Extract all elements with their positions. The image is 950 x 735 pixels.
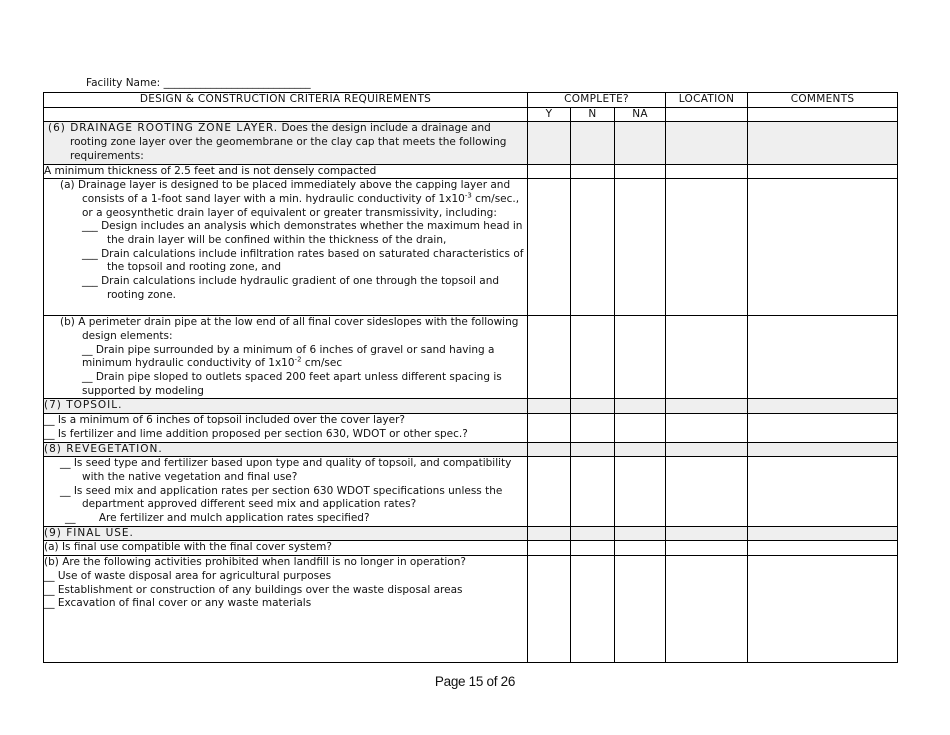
na-cell[interactable] bbox=[615, 164, 666, 179]
location-cell[interactable] bbox=[666, 316, 748, 399]
section-8-questions-row bbox=[44, 457, 898, 527]
section-6-row bbox=[44, 122, 898, 164]
section-6b-text: (b) A perimeter drain pipe at the low end of all final cover sideslopes with the following design elements: __ Drain pipe surrounded by a minimum of 6 inches of gravel or sand having a minimum hydraulic conductivity of $1x10^{-2}$ cm/sec __ Drain pipe sloped to outlets spaced 200 feet apart unless different spacing is supported by modeling bbox=[44, 316, 528, 399]
location-cell[interactable] bbox=[666, 556, 748, 663]
page-number: Page 15 of 26 bbox=[434, 674, 516, 689]
location-cell[interactable] bbox=[666, 442, 748, 457]
n-cell[interactable] bbox=[571, 316, 615, 399]
section-7-row bbox=[44, 399, 898, 414]
section-9-row bbox=[44, 526, 898, 541]
comments-cell[interactable] bbox=[748, 457, 898, 527]
y-cell[interactable] bbox=[528, 556, 571, 663]
location-cell[interactable] bbox=[666, 541, 748, 556]
n-cell[interactable] bbox=[571, 541, 615, 556]
section-6-heading: (6) DRAINAGE ROOTING ZONE LAYER. Does the design include a drainage and rooting zone layer over the geomembrane or the clay cap that meets the following requirements: bbox=[44, 122, 528, 164]
comments-cell[interactable] bbox=[748, 399, 898, 414]
complete-header: COMPLETE? bbox=[528, 93, 666, 108]
n-cell[interactable] bbox=[571, 122, 615, 164]
topsoil-question-2: __ Is fertilizer and lime addition proposed per section 630, WDOT or other spec.? bbox=[44, 427, 468, 440]
min-thickness-text: A minimum thickness of 2.5 feet and is not densely compacted bbox=[44, 164, 528, 179]
n-cell[interactable] bbox=[571, 457, 615, 527]
na-cell[interactable] bbox=[615, 442, 666, 457]
na-cell[interactable] bbox=[615, 179, 666, 316]
y-cell[interactable] bbox=[528, 526, 571, 541]
comments-cell[interactable] bbox=[748, 556, 898, 663]
y-cell[interactable] bbox=[528, 541, 571, 556]
section-9-heading: (9) FINAL USE. bbox=[44, 526, 528, 541]
comments-cell[interactable] bbox=[748, 122, 898, 164]
final-use-item-3: __ Excavation of final cover or any waste materials bbox=[44, 597, 312, 610]
comments-cell[interactable] bbox=[748, 179, 898, 316]
section-8-row bbox=[44, 442, 898, 457]
header-row bbox=[44, 93, 898, 108]
section-6b-row bbox=[44, 316, 898, 399]
comments-cell[interactable] bbox=[748, 526, 898, 541]
na-cell[interactable] bbox=[615, 414, 666, 442]
section-6a-item-3: ___ Drain calculations include hydraulic gradient of one through the topsoil and rooting zone. bbox=[82, 275, 500, 301]
revegetation-question-1: __ Is seed type and fertilizer based upon type and quality of topsoil, and compatibility with the native vegetation and final use? bbox=[60, 457, 512, 483]
location-header: LOCATION bbox=[666, 93, 748, 108]
y-cell[interactable] bbox=[528, 457, 571, 527]
section-6a-text: (a) Drainage layer is designed to be placed immediately above the capping layer and consists of a 1-foot sand layer with a min. hydraulic conductivity of $1x10^{-3}$ cm/sec., or a geosynthetic drain layer of equivalent or greater transmissivity, including: ___ Design includes an analysis which demonstrates whether the maximum head in the drain layer will be confined within the thickness of the drain, ___ Drain calculations include infiltration rates based on saturated characteristics of the topsoil and rooting zone, and ___ Drain calculations include hydraulic gradient of one through the topsoil and rooting zone. bbox=[44, 179, 528, 316]
section-6b-item-1: __ Drain pipe surrounded by a minimum of 6 inches of gravel or sand having a minimum hydraulic conductivity of $1x10^{-2}$ cm/sec bbox=[82, 343, 495, 370]
y-cell[interactable] bbox=[528, 316, 571, 399]
final-use-item-2: __ Establishment or construction of any buildings over the waste disposal areas bbox=[44, 583, 463, 596]
section-6a-item-1: ___ Design includes an analysis which demonstrates whether the maximum head in the drain layer will be confined within the thickness of the drain, bbox=[82, 220, 523, 247]
comments-cell[interactable] bbox=[748, 541, 898, 556]
revegetation-question-3: __ Are fertilizer and mulch application rates specified? bbox=[65, 512, 370, 525]
location-cell[interactable] bbox=[666, 526, 748, 541]
n-cell[interactable] bbox=[571, 164, 615, 179]
section-7-heading: (7) TOPSOIL. bbox=[44, 399, 528, 414]
facility-name-blank[interactable]: ____________________________ bbox=[163, 77, 311, 89]
location-cell[interactable] bbox=[666, 122, 748, 164]
n-cell[interactable] bbox=[571, 179, 615, 316]
min-thickness-row bbox=[44, 164, 898, 179]
na-cell[interactable] bbox=[615, 526, 666, 541]
location-cell[interactable] bbox=[666, 457, 748, 527]
na-cell[interactable] bbox=[615, 457, 666, 527]
section-9a-text: (a) Is final use compatible with the final cover system? bbox=[44, 541, 528, 556]
section-7-questions-row bbox=[44, 414, 898, 442]
na-column-header: NA bbox=[615, 107, 666, 122]
yes-column-header: Y bbox=[528, 107, 571, 122]
location-cell[interactable] bbox=[666, 399, 748, 414]
criteria-checklist-table bbox=[43, 92, 898, 663]
y-cell[interactable] bbox=[528, 122, 571, 164]
n-cell[interactable] bbox=[571, 556, 615, 663]
final-use-item-1: __ Use of waste disposal area for agricultural purposes bbox=[44, 569, 332, 582]
topsoil-question-1: __ Is a minimum of 6 inches of topsoil included over the cover layer? bbox=[44, 414, 405, 427]
n-cell[interactable] bbox=[571, 414, 615, 442]
location-cell[interactable] bbox=[666, 414, 748, 442]
location-cell[interactable] bbox=[666, 179, 748, 316]
y-cell[interactable] bbox=[528, 399, 571, 414]
section-6b-item-2: __ Drain pipe sloped to outlets spaced 200 feet apart unless different spacing is supported by modeling bbox=[82, 371, 502, 397]
comments-header: COMMENTS bbox=[748, 93, 898, 108]
y-cell[interactable] bbox=[528, 414, 571, 442]
na-cell[interactable] bbox=[615, 556, 666, 663]
no-column-header: N bbox=[571, 107, 615, 122]
section-7-questions bbox=[44, 414, 528, 442]
na-cell[interactable] bbox=[615, 122, 666, 164]
na-cell[interactable] bbox=[615, 316, 666, 399]
y-cell[interactable] bbox=[528, 442, 571, 457]
requirements-header: DESIGN & CONSTRUCTION CRITERIA REQUIREMENTS bbox=[44, 93, 528, 108]
n-cell[interactable] bbox=[571, 399, 615, 414]
comments-cell[interactable] bbox=[748, 164, 898, 179]
facility-name-line bbox=[86, 77, 311, 89]
section-8-heading: (8) REVEGETATION. bbox=[44, 442, 528, 457]
na-cell[interactable] bbox=[615, 541, 666, 556]
section-9a-row bbox=[44, 541, 898, 556]
section-6a-item-2: ___ Drain calculations include infiltration rates based on saturated characteristics of the topsoil and rooting zone, and bbox=[82, 247, 524, 274]
comments-cell[interactable] bbox=[748, 316, 898, 399]
subheader-row bbox=[44, 107, 898, 122]
facility-name-label: Facility Name: bbox=[86, 77, 164, 89]
section-6a-row bbox=[44, 179, 898, 316]
na-cell[interactable] bbox=[615, 399, 666, 414]
revegetation-question-2: __ Is seed mix and application rates per section 630 WDOT specifications unless the department approved different seed mix and application rates? bbox=[60, 484, 503, 511]
comments-cell[interactable] bbox=[748, 414, 898, 442]
n-cell[interactable] bbox=[571, 526, 615, 541]
y-cell[interactable] bbox=[528, 164, 571, 179]
section-8-questions bbox=[44, 457, 528, 527]
section-9b-text: (b) Are the following activities prohibited when landfill is no longer in operation? __ Use of waste disposal area for agricultural purposes __ Establishment or construction of any buildings over the waste disposal areas __ Excavation of final cover or any waste materials bbox=[44, 556, 528, 663]
comments-cell[interactable] bbox=[748, 442, 898, 457]
location-cell[interactable] bbox=[666, 164, 748, 179]
section-9b-row bbox=[44, 556, 898, 663]
n-cell[interactable] bbox=[571, 442, 615, 457]
y-cell[interactable] bbox=[528, 179, 571, 316]
